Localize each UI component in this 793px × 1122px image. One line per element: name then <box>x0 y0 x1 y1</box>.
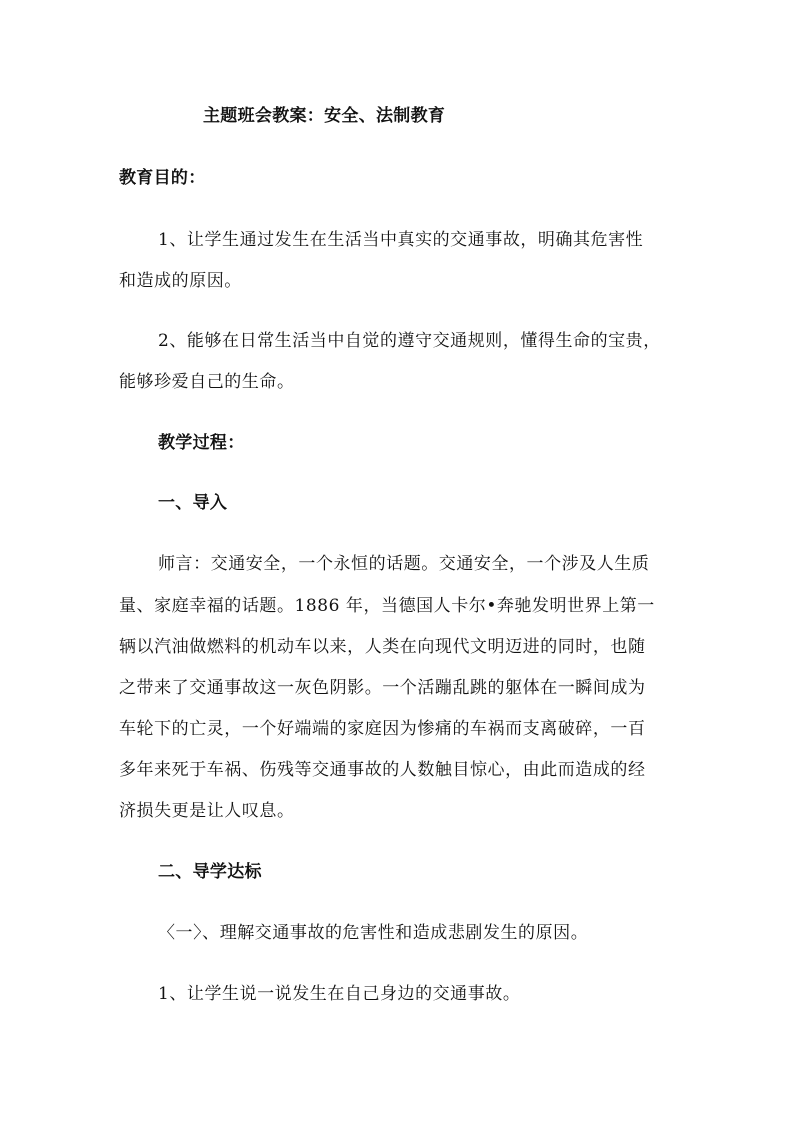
objective-2-line-2: 能够珍爱自己的生命。 <box>119 372 295 392</box>
section-2-subheading: 〈一〉、理解交通事故的危害性和造成悲剧发生的原因。 <box>158 923 589 943</box>
section-2-heading: 二、导学达标 <box>158 862 262 882</box>
section-1-paragraph-line-3: 辆以汽油做燃料的机动车以来，人类在向现代文明迈进的同时，也随 <box>119 637 646 657</box>
section-2-item-1: 1、让学生说一说发生在自己身边的交通事故。 <box>158 984 521 1004</box>
objectives-heading: 教育目的： <box>119 168 206 188</box>
section-1-heading: 一、导入 <box>158 493 228 513</box>
section-1-paragraph-line-6: 多年来死于车祸、伤残等交通事故的人数触目惊心，由此而造成的经 <box>119 760 646 780</box>
process-heading: 教学过程： <box>158 433 245 453</box>
objective-2-line-1: 2、能够在日常生活当中自觉的遵守交通规则，懂得生命的宝贵， <box>158 331 661 351</box>
objective-1-line-2: 和造成的原因。 <box>119 271 242 291</box>
section-1-paragraph-line-2: 量、家庭幸福的话题。1886 年，当德国人卡尔•奔驰发明世界上第一 <box>119 596 655 616</box>
section-1-paragraph-line-1: 师言：交通安全，一个永恒的话题。交通安全，一个涉及人生质 <box>158 554 650 574</box>
objective-1-line-1: 1、让学生通过发生在生活当中真实的交通事故，明确其危害性 <box>158 230 644 250</box>
section-1-paragraph-line-5: 车轮下的亡灵，一个好端端的家庭因为惨痛的车祸而支离破碎，一百 <box>119 719 646 739</box>
document-title: 主题班会教案：安全、法制教育 <box>203 106 446 126</box>
section-1-paragraph-line-4: 之带来了交通事故这一灰色阴影。一个活蹦乱跳的躯体在一瞬间成为 <box>119 678 646 698</box>
section-1-paragraph-line-7: 济损失更是让人叹息。 <box>119 801 295 821</box>
